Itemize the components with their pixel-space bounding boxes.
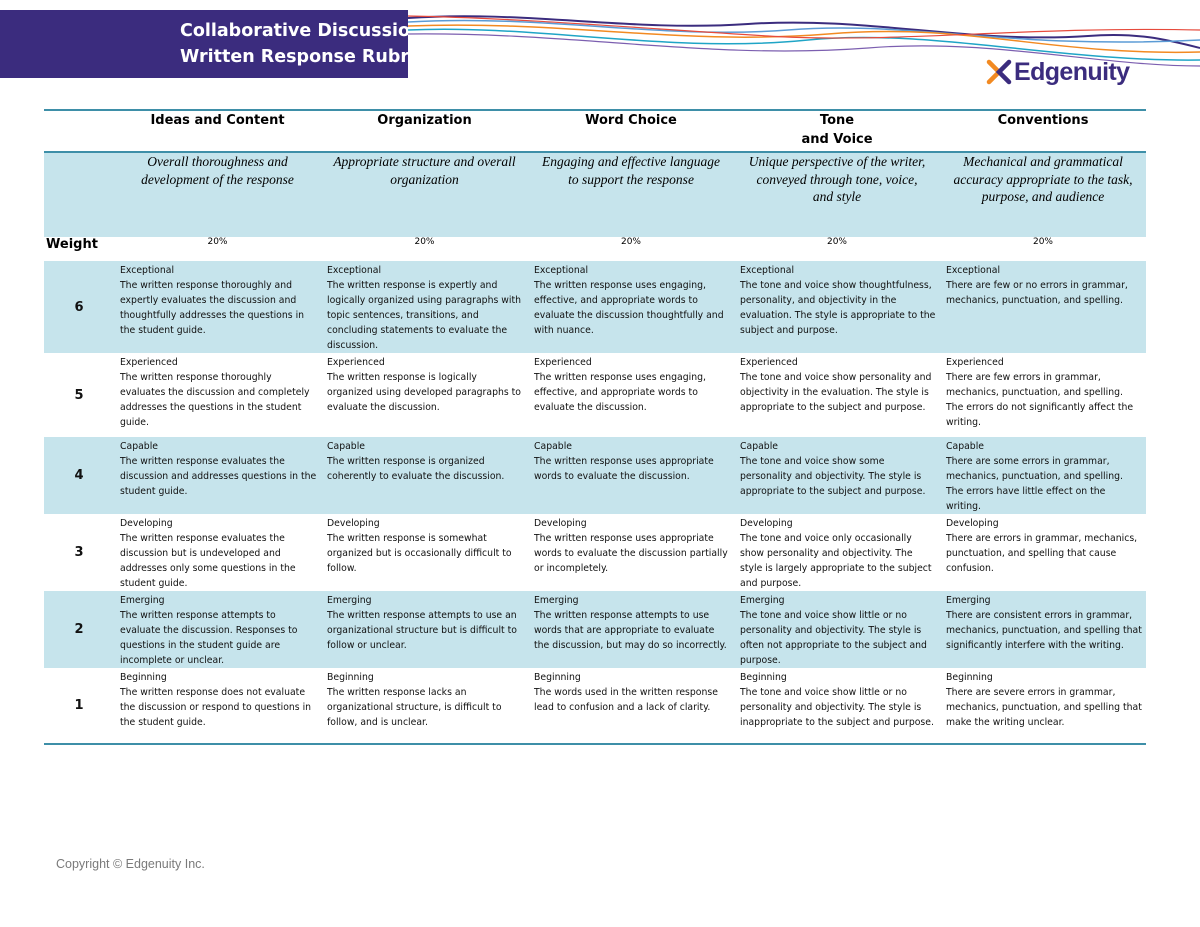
column-header-word-choice: Word Choice: [528, 110, 734, 152]
level-label: Beginning: [534, 672, 581, 683]
rubric-header-row: [44, 110, 1146, 152]
score-number: 3: [74, 545, 84, 560]
rubric-cell: [940, 668, 1146, 744]
rubric-cell: [114, 353, 321, 437]
weight-value: 20%: [1032, 237, 1053, 247]
table-row: [44, 437, 1146, 514]
table-row: [44, 514, 1146, 591]
cell-text: The written response is somewhat organized but is occasionally difficult to follow.: [327, 533, 512, 574]
level-label: Capable: [740, 441, 778, 452]
table-row: [44, 591, 1146, 668]
rubric-cell: [321, 591, 528, 668]
edgenuity-logo: [986, 56, 1129, 88]
cell-text: The written response thoroughly and expertly evaluates the discussion and thoughtfully addresses the questions in the student guide.: [120, 280, 305, 336]
rubric-cell: [114, 668, 321, 744]
level-label: Exceptional: [740, 265, 795, 276]
cell-text: The written response attempts to use an organizational structure but is difficult to follow or unclear.: [327, 610, 517, 651]
column-description: Mechanical and grammatical accuracy appropriate to the task, purpose, and audience: [940, 152, 1146, 237]
column-header-tone-line-2: and Voice: [801, 132, 873, 147]
rubric-cell: [321, 668, 528, 744]
level-label: Developing: [120, 518, 173, 529]
cell-text: The written response evaluates the discussion and addresses questions in the student guide.: [120, 456, 317, 497]
cell-text: The written response is expertly and logically organized using paragraphs with topic sentences, transitions, and concluding statements to evaluate the discussion.: [327, 280, 521, 351]
cell-text: The written response uses appropriate words to evaluate the discussion.: [534, 456, 714, 482]
level-label: Exceptional: [120, 265, 175, 276]
cell-text: The written response attempts to use words that are appropriate to evaluate the discussion, but may do so incorrectly.: [534, 610, 727, 651]
level-label: Experienced: [946, 357, 1004, 368]
cell-text: There are consistent errors in grammar, mechanics, punctuation, and spelling that significantly interfere with the writing.: [946, 610, 1142, 651]
score-number: 2: [44, 591, 114, 668]
table-row: [44, 261, 1146, 353]
level-label: Exceptional: [327, 265, 382, 276]
column-header-tone-voice: [734, 110, 940, 152]
level-label: Emerging: [120, 595, 165, 606]
column-header-conventions: Conventions: [940, 110, 1146, 152]
cell-text: The tone and voice show little or no personality and objectivity. The style is inappropriate to the subject and purpose.: [740, 687, 934, 728]
rubric-title-line-2: Written Response Rubric: [180, 47, 426, 67]
rubric-cell: [734, 261, 940, 353]
level-label: Developing: [534, 518, 587, 529]
column-description: Overall thoroughness and development of the response: [114, 152, 321, 237]
rubric-cell: [114, 514, 321, 591]
level-label: Experienced: [327, 357, 385, 368]
rubric-cell: [528, 514, 734, 591]
level-label: Emerging: [740, 595, 785, 606]
header-empty-cell: [44, 110, 114, 152]
rubric-weight-row: [44, 237, 1146, 261]
cell-text: The tone and voice only occasionally show personality and objectivity. The style is largely appropriate to the subject and purpose.: [740, 533, 932, 589]
cell-text: The written response uses engaging, effective, and appropriate words to evaluate the discussion.: [534, 372, 706, 413]
rubric-cell: [528, 591, 734, 668]
cell-text: The written response lacks an organizational structure, is difficult to follow, and is unclear.: [327, 687, 502, 728]
weight-value: 20%: [620, 237, 641, 247]
column-header-organization: Organization: [321, 110, 528, 152]
rubric-title-line-1: Collaborative Discussion: [180, 21, 423, 41]
rubric-cell: [940, 261, 1146, 353]
level-label: Beginning: [327, 672, 374, 683]
cell-text: There are few or no errors in grammar, mechanics, punctuation, and spelling.: [946, 280, 1128, 306]
column-description: Appropriate structure and overall organization: [321, 152, 528, 237]
rubric-table: [44, 109, 1146, 745]
rubric-description-row: [44, 152, 1146, 237]
cell-text: The written response is logically organized using developed paragraphs to evaluate the discussion.: [327, 372, 521, 413]
copyright-footer: Copyright © Edgenuity Inc.: [56, 857, 205, 871]
cell-text: The words used in the written response lead to confusion and a lack of clarity.: [534, 687, 718, 713]
cell-text: The written response uses appropriate words to evaluate the discussion partially or incompletely.: [534, 533, 728, 574]
rubric-cell: [321, 353, 528, 437]
rubric-cell: [528, 668, 734, 744]
rubric-cell: [528, 353, 734, 437]
edgenuity-x-logo-icon: [986, 59, 1012, 85]
rubric-cell: [734, 668, 940, 744]
cell-text: There are severe errors in grammar, mechanics, punctuation, and spelling that make the writing unclear.: [946, 687, 1142, 728]
cell-text: The tone and voice show thoughtfulness, personality, and objectivity in the evaluation. The style is appropriate to the subject and purpose.: [740, 280, 936, 336]
rubric-cell: [940, 591, 1146, 668]
level-label: Exceptional: [946, 265, 1001, 276]
cell-text: There are errors in grammar, mechanics, punctuation, and spelling that cause confusion.: [946, 533, 1138, 574]
description-empty-cell: [44, 152, 114, 237]
cell-text: The written response is organized coherently to evaluate the discussion.: [327, 456, 505, 482]
rubric-cell: [940, 437, 1146, 514]
rubric-cell: [321, 514, 528, 591]
score-number: 1: [74, 698, 84, 713]
level-label: Capable: [327, 441, 365, 452]
level-label: Exceptional: [534, 265, 589, 276]
column-header-tone-line-1: Tone: [819, 113, 855, 128]
rubric-cell: [734, 514, 940, 591]
weight-label: Weight: [46, 237, 98, 252]
cell-text: There are some errors in grammar, mechanics, punctuation, and spelling. The errors have little effect on the writing.: [946, 456, 1123, 512]
column-description: Unique perspective of the writer, conveyed through tone, voice, and style: [734, 152, 940, 237]
rubric-cell: [940, 514, 1146, 591]
level-label: Emerging: [327, 595, 372, 606]
score-number: 5: [74, 387, 84, 403]
level-label: Beginning: [740, 672, 787, 683]
rubric-cell: [114, 261, 321, 353]
table-row: [44, 668, 1146, 744]
cell-text: The written response uses engaging, effective, and appropriate words to evaluate the discussion thoughtfully and with nuance.: [534, 280, 724, 336]
rubric-cell: [734, 437, 940, 514]
cell-text: There are few errors in grammar, mechanics, punctuation, and spelling. The errors do not significantly affect the writing.: [946, 372, 1134, 428]
rubric-cell: [734, 353, 940, 437]
rubric-cell: [321, 261, 528, 353]
edgenuity-logo-text: Edgenuity: [1014, 57, 1130, 86]
cell-text: The written response thoroughly evaluates the discussion and completely addresses the questions in the student guide.: [120, 372, 310, 428]
level-label: Beginning: [946, 672, 993, 683]
cell-text: The written response does not evaluate the discussion or respond to questions in the student guide.: [120, 687, 312, 728]
level-label: Capable: [946, 441, 984, 452]
cell-text: The written response evaluates the discussion but is undeveloped and addresses only some questions in the student guide.: [120, 533, 296, 589]
level-label: Experienced: [120, 357, 178, 368]
level-label: Developing: [327, 518, 380, 529]
rubric-cell: [940, 353, 1146, 437]
rubric-cell: [734, 591, 940, 668]
rubric-cell: [321, 437, 528, 514]
cell-text: The tone and voice show some personality and objectivity. The style is appropriate to the subject and purpose.: [740, 456, 926, 497]
column-header-ideas: Ideas and Content: [114, 110, 321, 152]
level-label: Emerging: [534, 595, 579, 606]
level-label: Developing: [740, 518, 793, 529]
score-number: 4: [44, 437, 114, 514]
score-number: 6: [44, 261, 114, 353]
rubric-cell: [114, 591, 321, 668]
weight-value: 20%: [207, 237, 228, 247]
level-label: Capable: [534, 441, 572, 452]
level-label: Developing: [946, 518, 999, 529]
column-description: Engaging and effective language to support the response: [528, 152, 734, 237]
level-label: Capable: [120, 441, 158, 452]
rubric-cell: [528, 261, 734, 353]
table-row: [44, 353, 1146, 437]
rubric-cell: [528, 437, 734, 514]
level-label: Experienced: [534, 357, 592, 368]
weight-value: 20%: [414, 237, 435, 247]
weight-value: 20%: [826, 237, 847, 247]
cell-text: The tone and voice show personality and objectivity in the evaluation. The style is appropriate to the subject and purpose.: [740, 372, 932, 413]
level-label: Experienced: [740, 357, 798, 368]
level-label: Beginning: [120, 672, 167, 683]
cell-text: The tone and voice show little or no personality and objectivity. The style is often not appropriate to the subject and purpose.: [740, 610, 927, 666]
cell-text: The written response attempts to evaluate the discussion. Responses to questions in the student guide are incomplete or unclear.: [120, 610, 298, 666]
level-label: Emerging: [946, 595, 991, 606]
rubric-title-banner: [0, 10, 426, 78]
rubric-cell: [114, 437, 321, 514]
